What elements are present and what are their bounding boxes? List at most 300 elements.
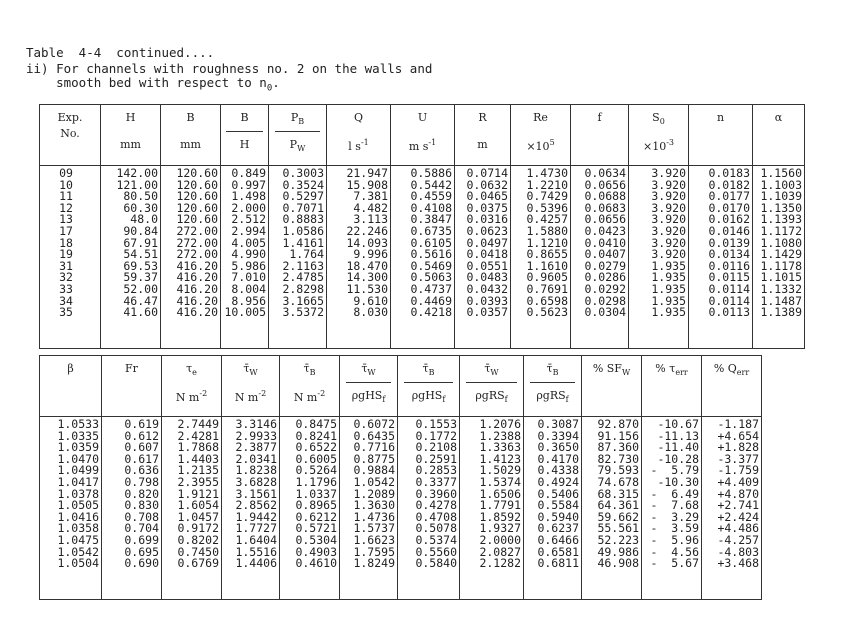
column-header: % $Q_{err}$	[702, 356, 762, 417]
caption-line-3: smooth bed with respect to $n_0$.	[26, 75, 280, 94]
cell-value: 2.4785	[282, 270, 324, 285]
cell-value: 0.0357	[466, 305, 508, 320]
cell-value: 0.0375	[466, 200, 508, 215]
cell-value: 1.0586	[282, 223, 324, 238]
column-header: $\taū_W$ N $m^{-2}$	[222, 356, 280, 417]
cell-value: 1.6054	[177, 498, 219, 513]
cell-value: 10	[59, 177, 73, 192]
cell-value: 46.47	[123, 293, 158, 308]
cell-value: 0.0292	[584, 281, 626, 296]
cell-value: 1.1393	[760, 212, 802, 227]
cell-value: 0.704	[124, 521, 159, 536]
column-header: U m $s^{-1}$	[391, 105, 455, 166]
cell-value: 3.920	[651, 235, 686, 250]
cell-value: 68.315	[597, 486, 639, 501]
cell-value: 1.0475	[57, 532, 99, 547]
cell-value: 416.20	[176, 305, 218, 320]
data-column	[222, 417, 280, 600]
cell-value: -4.257	[717, 532, 759, 547]
cell-value: 120.60	[176, 166, 218, 180]
cell-value: 80.50	[123, 189, 158, 204]
cell-value: 2.3877	[235, 440, 277, 455]
cell-value: 1.0358	[57, 521, 99, 536]
data-row	[40, 417, 762, 600]
column-header: $\tau_e$ N $m^{-2}$	[162, 356, 222, 417]
cell-value: 34	[59, 293, 73, 308]
cell-value: 9.610	[353, 293, 388, 308]
cell-value: 1.0335	[57, 428, 99, 443]
cell-value: 1.935	[651, 258, 686, 273]
cell-value: 0.7450	[177, 544, 219, 559]
cell-value: 0.607	[124, 440, 159, 455]
cell-value: 0.5304	[295, 532, 337, 547]
cell-value: 1.7868	[177, 440, 219, 455]
cell-value: +3.468	[717, 556, 759, 571]
cell-value: 48.0	[130, 212, 158, 227]
cell-value: 1.935	[651, 270, 686, 285]
cell-value: 0.9605	[526, 270, 568, 285]
data-column	[102, 417, 162, 600]
cell-value: 0.0407	[584, 247, 626, 262]
cell-value: 0.1772	[415, 428, 457, 443]
cell-value: 0.0393	[466, 293, 508, 308]
cell-value: 0.3394	[537, 428, 579, 443]
cell-value: 0.7716	[353, 440, 395, 455]
cell-value: 1.2210	[526, 177, 568, 192]
cell-value: 0.5374	[415, 532, 457, 547]
data-column	[455, 166, 511, 349]
cell-value: 0.0182	[708, 177, 750, 192]
cell-value: 1.1610	[526, 258, 568, 273]
cell-value: 8.956	[231, 293, 266, 308]
cell-value: 0.0683	[584, 200, 626, 215]
cell-value: 0.0279	[584, 258, 626, 273]
column-header: α	[753, 105, 805, 166]
cell-value: 0.2853	[415, 463, 457, 478]
cell-value: 2.8298	[282, 281, 324, 296]
cell-value: 0.9172	[177, 521, 219, 536]
cell-value: 14.300	[346, 270, 388, 285]
column-header: $P_B$ $P_W$	[269, 105, 327, 166]
cell-value: 4.990	[231, 247, 266, 262]
cell-value: 1.4406	[235, 556, 277, 571]
cell-value: 0.2591	[415, 451, 457, 466]
cell-value: 0.3650	[537, 440, 579, 455]
cell-value: 0.0632	[466, 177, 508, 192]
cell-value: 0.5063	[410, 270, 452, 285]
cell-value: 0.0551	[466, 258, 508, 273]
cell-value: 0.0146	[708, 223, 750, 238]
cell-value: 11.530	[346, 281, 388, 296]
column-header: % $\tau_{err}$	[642, 356, 702, 417]
cell-value: 0.8655	[526, 247, 568, 262]
cell-value: 2.1282	[479, 556, 521, 571]
cell-value: -11.40	[657, 440, 699, 455]
cell-value: 59.662	[597, 509, 639, 524]
cell-value: 0.5396	[526, 200, 568, 215]
cell-value: 2.512	[231, 212, 266, 227]
data-column	[524, 417, 582, 600]
cell-value: 1.1178	[760, 258, 802, 273]
cell-value: 0.8241	[295, 428, 337, 443]
cell-value: 0.849	[231, 166, 266, 180]
cell-value: 1.1080	[760, 235, 802, 250]
cell-value: 1.1429	[760, 247, 802, 262]
cell-value: 120.60	[176, 200, 218, 215]
cell-value: 8.030	[353, 305, 388, 320]
cell-value: 0.0177	[708, 189, 750, 204]
cell-value: 1.8238	[235, 463, 277, 478]
cell-value: 0.6237	[537, 521, 579, 536]
cell-value: 0.619	[124, 417, 159, 431]
cell-value: 3.920	[651, 212, 686, 227]
cell-value: 0.0286	[584, 270, 626, 285]
cell-value: 3.920	[651, 247, 686, 262]
cell-value: 1.4730	[526, 166, 568, 180]
cell-value: 22.246	[346, 223, 388, 238]
data-column	[391, 166, 455, 349]
data-column	[280, 417, 340, 600]
cell-value: 0.0115	[708, 270, 750, 285]
cell-value: 120.60	[176, 212, 218, 227]
cell-value: 0.5469	[410, 258, 452, 273]
cell-value: - 4.56	[650, 544, 699, 559]
cell-value: 18.470	[346, 258, 388, 273]
cell-value: 0.4108	[410, 200, 452, 215]
cell-value: 0.6735	[410, 223, 452, 238]
cell-value: 12	[59, 200, 73, 215]
cell-value: 1.6623	[353, 532, 395, 547]
caption-line-2: ii) For channels with roughness no. 2 on the walls and	[26, 61, 433, 76]
cell-value: 55.561	[597, 521, 639, 536]
cell-value: 74.678	[597, 474, 639, 489]
column-header: Fr	[102, 356, 162, 417]
cell-value: 11	[59, 189, 73, 204]
cell-value: 0.0497	[466, 235, 508, 250]
cell-value: 0.0113	[708, 305, 750, 320]
cell-value: 0.4924	[537, 474, 579, 489]
cell-value: - 7.68	[650, 498, 699, 513]
cell-value: 0.6435	[353, 428, 395, 443]
cell-value: 0.636	[124, 463, 159, 478]
cell-value: 1.2388	[479, 428, 521, 443]
cell-value: 0.9884	[353, 463, 395, 478]
cell-value: - 5.96	[650, 532, 699, 547]
cell-value: 0.3847	[410, 212, 452, 227]
cell-value: 0.7071	[282, 200, 324, 215]
column-header: n	[689, 105, 753, 166]
cell-value: 2.000	[231, 200, 266, 215]
cell-value: 0.6212	[295, 509, 337, 524]
cell-value: 416.20	[176, 270, 218, 285]
column-header: $S_0$ $\times 10^{-3}$	[629, 105, 689, 166]
cell-value: 121.00	[116, 177, 158, 192]
cell-value: 0.798	[124, 474, 159, 489]
cell-value: 3.920	[651, 223, 686, 238]
cell-value: 1.0359	[57, 440, 99, 455]
cell-value: 1.1350	[760, 200, 802, 215]
cell-value: 1.7791	[479, 498, 521, 513]
cell-value: 0.0139	[708, 235, 750, 250]
cell-value: 1.1172	[760, 223, 802, 238]
cell-value: 0.0410	[584, 235, 626, 250]
cell-value: 1.0378	[57, 486, 99, 501]
cell-value: - 3.29	[650, 509, 699, 524]
cell-value: 67.91	[123, 235, 158, 250]
header-row	[40, 356, 762, 417]
data-row	[40, 166, 805, 349]
cell-value: 3.6828	[235, 474, 277, 489]
cell-value: 33	[59, 281, 73, 296]
cell-value: 0.4170	[537, 451, 579, 466]
cell-value: 0.0162	[708, 212, 750, 227]
cell-value: 3.5372	[282, 305, 324, 320]
cell-value: 0.5616	[410, 247, 452, 262]
cell-value: - 5.79	[650, 463, 699, 478]
cell-value: 0.3003	[282, 166, 324, 180]
cell-value: 32	[59, 270, 73, 285]
cell-value: +4.654	[717, 428, 759, 443]
data-column	[629, 166, 689, 349]
cell-value: 0.6072	[353, 417, 395, 431]
cell-value: 1.2076	[479, 417, 521, 431]
cell-value: 0.0170	[708, 200, 750, 215]
cell-value: 0.5940	[537, 509, 579, 524]
cell-value: 0.0483	[466, 270, 508, 285]
cell-value: -10.30	[657, 474, 699, 489]
column-header: $\taū_B$ ρgRS$_f$	[524, 356, 582, 417]
caption-line-1: Table 4-4 continued....	[26, 45, 215, 60]
column-header: β	[40, 356, 102, 417]
cell-value: -10.28	[657, 451, 699, 466]
cell-value: 3.920	[651, 189, 686, 204]
cell-value: 0.0623	[466, 223, 508, 238]
cell-value: 0.8202	[177, 532, 219, 547]
cell-value: 18	[59, 235, 73, 250]
cell-value: 1.1003	[760, 177, 802, 192]
cell-value: 120.60	[176, 177, 218, 192]
cell-value: +4.870	[717, 486, 759, 501]
column-header: Q l $s^{-1}$	[327, 105, 391, 166]
cell-value: 0.5264	[295, 463, 337, 478]
cell-value: 0.0656	[584, 177, 626, 192]
cell-value: 120.60	[176, 189, 218, 204]
cell-value: 0.0656	[584, 212, 626, 227]
cell-value: 0.0114	[708, 281, 750, 296]
cell-value: 0.6769	[177, 556, 219, 571]
cell-value: 1.5374	[479, 474, 521, 489]
cell-value: 82.730	[597, 451, 639, 466]
cell-value: 2.994	[231, 223, 266, 238]
data-column	[221, 166, 269, 349]
cell-value: 1.0337	[295, 486, 337, 501]
cell-value: 2.0827	[479, 544, 521, 559]
cell-value: 90.84	[123, 223, 158, 238]
cell-value: 60.30	[123, 200, 158, 215]
cell-value: 416.20	[176, 281, 218, 296]
cell-value: 0.3960	[415, 486, 457, 501]
cell-value: 0.4218	[410, 305, 452, 320]
cell-value: 2.3955	[177, 474, 219, 489]
cell-value: 272.00	[176, 223, 218, 238]
cell-value: +2.741	[717, 498, 759, 513]
cell-value: - 5.67	[650, 556, 699, 571]
cell-value: 1.1210	[526, 235, 568, 250]
cell-value: 0.0418	[466, 247, 508, 262]
cell-value: -1.187	[717, 417, 759, 431]
cell-value: 1.1015	[760, 270, 802, 285]
cell-value: 0.0423	[584, 223, 626, 238]
data-column	[101, 166, 161, 349]
data-column	[702, 417, 762, 600]
cell-value: 0.699	[124, 532, 159, 547]
cell-value: 0.0316	[466, 212, 508, 227]
column-header: B H	[221, 105, 269, 166]
cell-value: 0.5584	[537, 498, 579, 513]
cell-value: 1.0457	[177, 509, 219, 524]
cell-value: -4.803	[717, 544, 759, 559]
cell-value: 1.7727	[235, 521, 277, 536]
cell-value: 3.920	[651, 177, 686, 192]
cell-value: 1.6506	[479, 486, 521, 501]
cell-value: 1.9442	[235, 509, 277, 524]
cell-value: 52.223	[597, 532, 639, 547]
cell-value: 0.708	[124, 509, 159, 524]
cell-value: 1.0417	[57, 474, 99, 489]
cell-value: 1.935	[651, 305, 686, 320]
cell-value: 91.156	[597, 428, 639, 443]
cell-value: 15.908	[346, 177, 388, 192]
cell-value: 09	[59, 166, 73, 180]
cell-value: 7.381	[353, 189, 388, 204]
cell-value: 1.0504	[57, 556, 99, 571]
cell-value: 0.5560	[415, 544, 457, 559]
cell-value: 1.2135	[177, 463, 219, 478]
cell-value: 0.8475	[295, 417, 337, 431]
column-header: R m	[455, 105, 511, 166]
cell-value: 52.00	[123, 281, 158, 296]
cell-value: 2.0000	[479, 532, 521, 547]
column-header: $\taū_B$ N $m^{-2}$	[280, 356, 340, 417]
cell-value: 0.0714	[466, 166, 508, 180]
cell-value: 1.9327	[479, 521, 521, 536]
cell-value: 0.4257	[526, 212, 568, 227]
cell-value: +4.486	[717, 521, 759, 536]
cell-value: 0.5623	[526, 305, 568, 320]
cell-value: 87.360	[597, 440, 639, 455]
cell-value: 0.4559	[410, 189, 452, 204]
data-column	[511, 166, 571, 349]
cell-value: 1.5737	[353, 521, 395, 536]
cell-value: 13	[59, 212, 73, 227]
cell-value: 0.0116	[708, 258, 750, 273]
cell-value: 1.1332	[760, 281, 802, 296]
data-column	[162, 417, 222, 600]
cell-value: 0.6005	[295, 451, 337, 466]
cell-value: 46.908	[597, 556, 639, 571]
column-header: $\taū_W$ ρgHS$_f$	[340, 356, 398, 417]
cell-value: 2.8562	[235, 498, 277, 513]
cell-value: 0.4737	[410, 281, 452, 296]
cell-value: 0.5406	[537, 486, 579, 501]
cell-value: 0.0304	[584, 305, 626, 320]
cell-value: 49.986	[597, 544, 639, 559]
cell-value: 4.482	[353, 200, 388, 215]
data-column	[161, 166, 221, 349]
cell-value: 0.8883	[282, 212, 324, 227]
cell-value: 2.7449	[177, 417, 219, 431]
cell-value: 0.5721	[295, 521, 337, 536]
cell-value: 17	[59, 223, 73, 238]
cell-value: -3.377	[717, 451, 759, 466]
cell-value: 21.947	[346, 166, 388, 180]
header-row	[40, 105, 805, 166]
cell-value: +2.424	[717, 509, 759, 524]
cell-value: 0.5840	[415, 556, 457, 571]
cell-value: 0.612	[124, 428, 159, 443]
column-header: Exp. No.	[40, 105, 101, 166]
cell-value: +4.409	[717, 474, 759, 489]
data-column	[340, 417, 398, 600]
cell-value: 0.695	[124, 544, 159, 559]
cell-value: 2.0341	[235, 451, 277, 466]
cell-value: 1.0505	[57, 498, 99, 513]
cell-value: 0.4903	[295, 544, 337, 559]
cell-value: 41.60	[123, 305, 158, 320]
cell-value: 35	[59, 305, 73, 320]
cell-value: 69.53	[123, 258, 158, 273]
cell-value: 1.4161	[282, 235, 324, 250]
data-column	[269, 166, 327, 349]
cell-value: 0.4338	[537, 463, 579, 478]
cell-value: 1.4123	[479, 451, 521, 466]
data-column	[689, 166, 753, 349]
cell-value: 19	[59, 247, 73, 262]
data-column	[642, 417, 702, 600]
cell-value: 1.8249	[353, 556, 395, 571]
cell-value: 1.1389	[760, 305, 802, 320]
cell-value: 0.830	[124, 498, 159, 513]
cell-value: 3.1665	[282, 293, 324, 308]
data-column	[582, 417, 642, 600]
cell-value: 0.2108	[415, 440, 457, 455]
cell-value: 0.5297	[282, 189, 324, 204]
cell-value: 0.3377	[415, 474, 457, 489]
cell-value: - 6.49	[650, 486, 699, 501]
cell-value: 5.986	[231, 258, 266, 273]
cell-value: 14.093	[346, 235, 388, 250]
cell-value: 0.8965	[295, 498, 337, 513]
cell-value: 1.9121	[177, 486, 219, 501]
cell-value: 1.5516	[235, 544, 277, 559]
cell-value: 1.7595	[353, 544, 395, 559]
cell-value: 1.2089	[353, 486, 395, 501]
cell-value: 9.996	[353, 247, 388, 262]
cell-value: 0.6522	[295, 440, 337, 455]
cell-value: 416.20	[176, 293, 218, 308]
cell-value: 0.7429	[526, 189, 568, 204]
cell-value: 1.4736	[353, 509, 395, 524]
cell-value: 0.0688	[584, 189, 626, 204]
cell-value: 0.6581	[537, 544, 579, 559]
cell-value: 1.3363	[479, 440, 521, 455]
cell-value: 1.5029	[479, 463, 521, 478]
cell-value: 0.690	[124, 556, 159, 571]
cell-value: 2.9933	[235, 428, 277, 443]
cell-value: 7.010	[231, 270, 266, 285]
column-header: $\taū_B$ ρgHS$_f$	[398, 356, 460, 417]
cell-value: +1.828	[717, 440, 759, 455]
